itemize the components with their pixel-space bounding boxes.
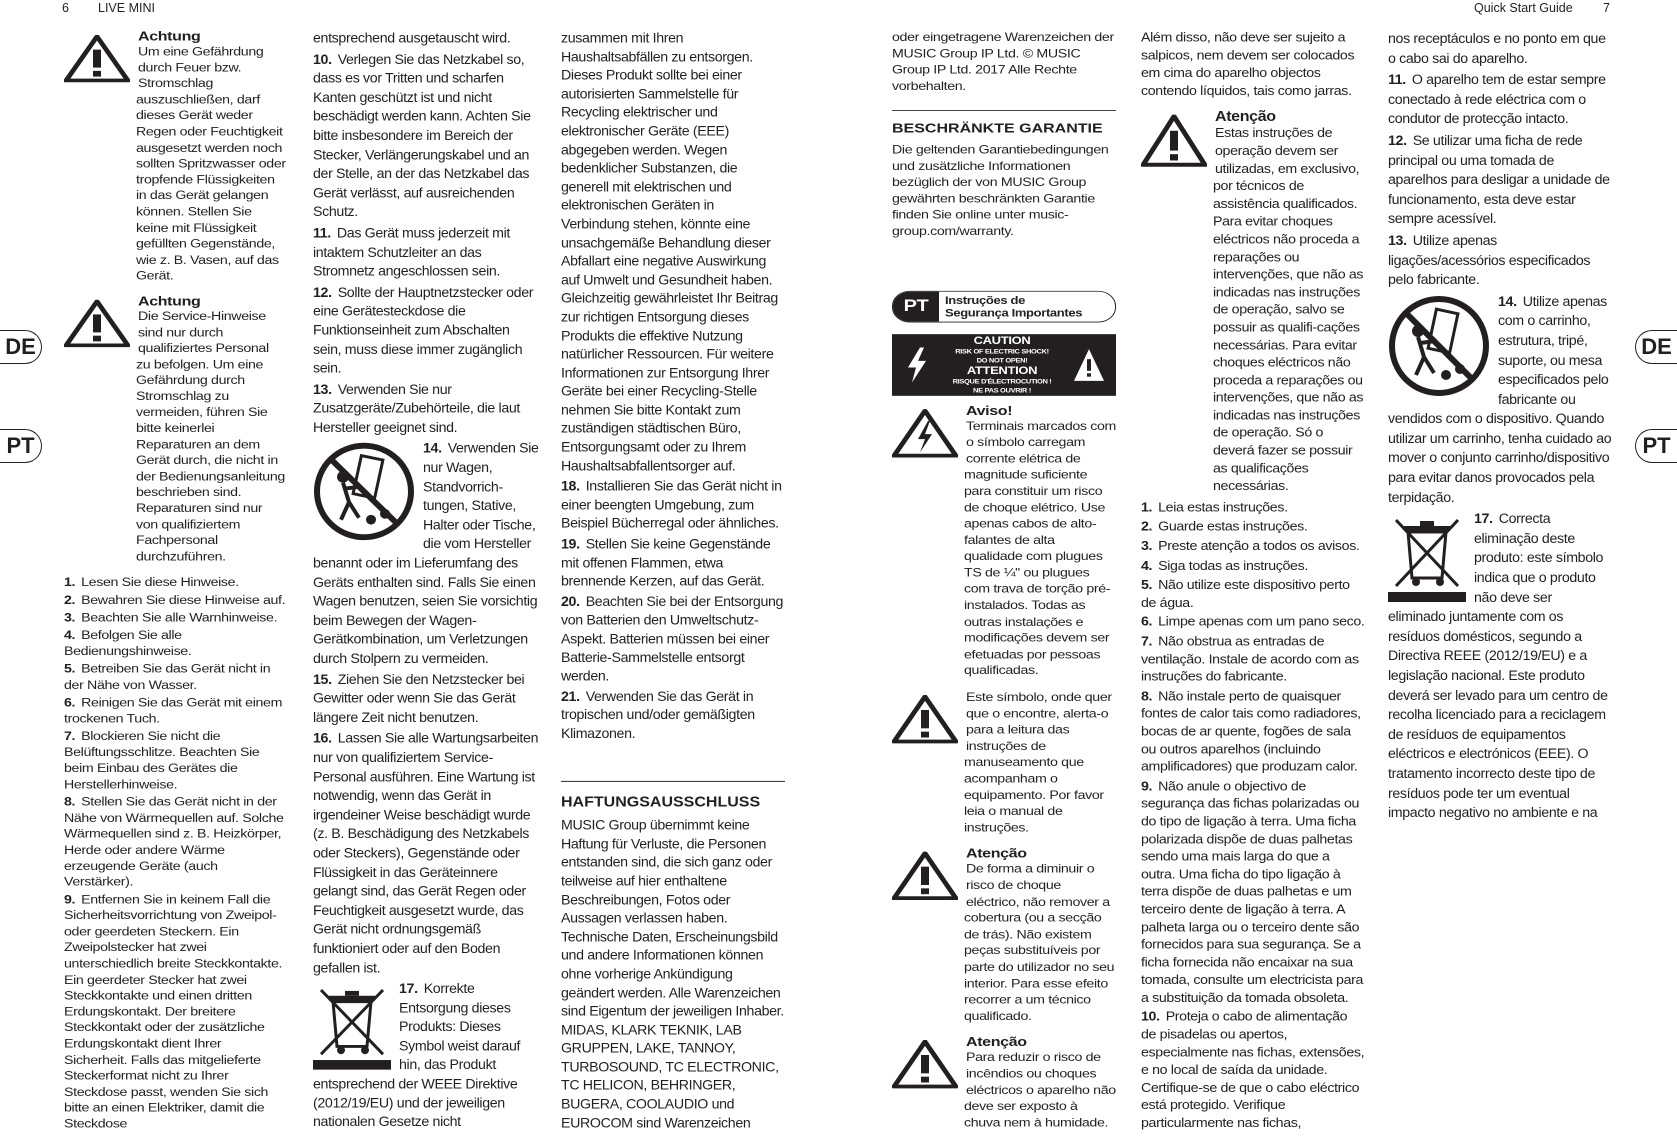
warranty-text: Die geltenden Garantiebedingungen und zusätzliche Informationen bezüglich der von MUSIC Group gewährten beschränkten Garantie finden Sie online unter music-group.com/warranty. <box>892 143 1109 239</box>
list-item-17: 17. Korrekte Entsorgung dieses Produkts: Dieses Symbol weist darauf hin, das Produkt entsprechend der WEEE Direktive (2012/19/EU) und der jeweiligen nationalen Gesetze nicht <box>313 981 521 1131</box>
language-tab-de-left: DE <box>0 330 42 364</box>
list-item: 3. Beachten Sie alle Warnhinweise. <box>64 611 278 625</box>
list-item: 12. Se utilizar uma ficha de rede principal ou uma tomada de aparelhos para desligar a unidade de funcionamento, esta deve estar sempre acessível. <box>1388 132 1610 228</box>
caution-label: CAUTION RISK OF ELECTRIC SHOCK! DO NOT OPEN! ATTENTION RISQUE D'ÉLECTROCUTION ! NE PAS OUVRIR ! <box>892 334 1116 396</box>
continued-text: entsprechend ausgetauscht wird. <box>313 30 511 47</box>
weee-bin-icon <box>313 982 391 1070</box>
section-divider <box>561 780 785 781</box>
warning-triangle-icon <box>892 695 958 743</box>
warning-triangle-icon <box>892 1040 958 1088</box>
warning-fire-shock <box>64 30 286 285</box>
list-item: 16. Lassen Sie alle Wartungsarbeiten nur von qualifiziertem Service-Personal ausführen. Eine Wartung ist notwendig, wenn das Gerät in irgendeiner Weise beschädigt wurde (z. B. Beschädigung des Netzkabels oder Steckers), Gegenstände oder Flüssigkeit in das Geräteinnere gelangt sind, das Gerät Regen oder Feuchtigkeit ausgesetzt wurde, das Gerät nicht ordnungsgemäß funktioniert oder auf den Boden gefallen ist. <box>313 731 539 976</box>
list-item-14: 14. Utilize apenas com o carrinho, estrutura, tripé, suporte, ou mesa especificados pelo fabricante ou vendidos com o dispositivo. Quando utilizar um carrinho, tenha cuidado ao mover o conjunto carrinho/dispositivo para evitar danos provocados pela terpidação. <box>1388 293 1612 506</box>
language-tab-pt-right: PT <box>1635 429 1677 463</box>
right-page-number: 7 <box>1603 1 1610 15</box>
list-item: 19. Stellen Sie keine Gegenstände mit offenen Flammen, etwa brennende Kerzen, auf das Gerät. <box>561 536 771 590</box>
list-item: 6. Reinigen Sie das Gerät mit einem trockenen Tuch. <box>64 696 283 726</box>
list-item: 4. Befolgen Sie alle Bedienungshinweise. <box>64 629 192 659</box>
list-item: 13. Verwenden Sie nur Zusatzgeräte/Zubehörteile, die laut Hersteller geeignet sind. <box>313 382 520 436</box>
list-item: 3. Preste atenção a todos os avisos. <box>1141 539 1360 554</box>
disclaimer-heading: HAFTUNGSAUSSCHLUSS <box>561 793 761 810</box>
pt-code: PT <box>893 291 939 321</box>
list-item: 11. O aparelho tem de estar sempre conectado à rede eléctrica com o condutor de protecção intacto. <box>1388 72 1606 128</box>
left-running-title: LIVE MINI <box>98 1 155 15</box>
language-tab-de-right: DE <box>1635 330 1677 364</box>
list-item: 7. Não obstrua as entradas de ventilação. Instale de acordo com as instruções do fabricante. <box>1141 634 1359 685</box>
warning-title: Achtung <box>138 30 201 44</box>
continued-text: zusammen mit Ihren Haushaltsabfällen zu entsorgen. Dieses Produkt sollte bei einer autorisierten Sammelstelle für Recycling elektrischer und elektronischer Geräte (EEE) abgegeben werden. Wegen bedenklicher Substanzen, die generell mit elektrischen und elektronischen Geräten in Verbindung stehen, könnte eine unsachgemäße Behandlung dieser Abfallart eine negative Auswirkung auf Umwelt und Gesundheit haben. Gleichzeitig gewährleistet Ihr Beitrag zur richtigen Entsorgung dieses Produkts die effektive Nutzung natürlicher Ressourcen. Für weitere Informationen zur Entsorgung Ihrer Geräte bei einer Recycling-Stelle nehmen Sie bitte Kontakt zum zuständigen städtischen Büro, Entsorgungsamt oder zu Ihrem Haushaltsabfallentsorger auf. <box>561 30 778 474</box>
exclamation-icon <box>1072 344 1106 386</box>
list-item: 2. Guarde estas instruções. <box>1141 519 1308 535</box>
continued-text: nos receptáculos e no ponto em que o cabo sai do aparelho. <box>1388 31 1606 67</box>
warning-electric: Aviso! Terminais marcados com o símbolo carregam corrente elétrica de magnitude suficiente para constituir um risco de choque elétrico. Use apenas cabos de alto-falantes de alta qualidade com plugues TS de ¼" ou plugues com trava de torção pré-instalados. Todas as outras instalações e modificações devem ser efetuadas por pessoas qualificadas. <box>892 404 1116 680</box>
left-page-number: 6 <box>62 1 69 15</box>
warning-service <box>64 295 286 566</box>
list-item: 7. Blockieren Sie nicht die Belüftungsschlitze. Beachten Sie beim Einbau des Gerätes die Herstellerhinweise. <box>64 730 260 792</box>
lightning-icon <box>902 344 932 386</box>
continued-text: oder eingetragene Warenzeichen der MUSIC Group IP Ltd. © MUSIC Group IP Ltd. 2017 Alle Rechte vorbehalten. <box>892 30 1114 94</box>
list-item: 9. Não anule o objectivo de segurança das fichas polarizadas ou do tipo de ligação à terra. Uma ficha polarizada dispõe de duas palhetas sendo uma mais larga do que a outra. Uma ficha do tipo ligação à terra dispõe de duas palhetas e um terceiro dente de ligação à terra. A palheta larga ou o terceiro dente são fornecidos para sua segurança. Se a ficha fornecida não encaixar na sua tomada, consulte um electricista para a substituição da tomada obsoleta. <box>1141 779 1364 1006</box>
warning-service-pt: Atenção Estas instruções de operação devem ser utilizadas, em exclusivo, por técnicos de assistência qualificados. Para evitar choques eléctricos não proceda a reparações ou intervenções, que não as indicadas nas instruções de operação, salvo se possuir as qualifi-cações necessárias. Para evitar choques eléctricos não proceda a reparações ou intervenções, que não as indicadas nas instruções de operação. Só o deverá fazer se possuir as qualificações necessárias. <box>1141 110 1365 496</box>
column-3 <box>561 30 785 1135</box>
warning-text: Um eine Gefährdung durch Feuer bzw. Stromschlag auszuschließen, darf dieses Gerät weder Regen oder Feuchtigkeit ausgesetzt werden noch sollten Spritzwasser oder tropfende Flüssigkeiten in das Gerät gelangen können. Stellen Sie keine mit Flüssigkeit gefüllten Gegenstände, wie z. B. Vasen, auf das Gerät. <box>136 45 286 283</box>
warning-triangle-icon <box>64 300 130 347</box>
warning-cover: Atenção De forma a diminuir o risco de choque eléctrico, não remover a cobertura (ou a secção de trás). Não existem peças substituíveis por parte do utilizador no seu interior. Para esse efeito recorrer a um técnico qualificado. <box>892 847 1116 1025</box>
cart-tipover-icon <box>1388 295 1490 397</box>
list-item: 2. Bewahren Sie diese Hinweise auf. <box>64 593 286 608</box>
list-item: 21. Verwenden Sie das Gerät in tropischen und/oder gemäßigten Klimazonen. <box>561 689 755 742</box>
language-tab-pt-left: PT <box>0 429 42 463</box>
column-6 <box>1388 30 1612 826</box>
pt-section-label: PT Instruções de Segurança Importantes <box>892 290 1116 322</box>
warning-text: Die Service-Hinweise sind nur durch qualifiziertes Personal zu befolgen. Um eine Gefährdung durch Stromschlag zu vermeiden, führen Sie bitte keinerlei Reparaturen an dem Gerät durch, die nicht in der Bedienungsanleitung beschrieben sind. Reparaturen sind nur von qualifiziertem Fachpersonal durchzuführen. <box>136 310 285 564</box>
list-item: 8. Não instale perto de quaisquer fontes de calor tais como radiadores, bocas de ar quente, fogões de sala ou outros aparelhos (incluindo amplificadores) que produzam calor. <box>1141 689 1361 775</box>
disclaimer-text: MUSIC Group übernimmt keine Haftung für Verluste, die Personen entstanden sind, die sich ganz oder teilweise auf hier enthaltene Beschreibungen, Fotos oder Aussagen verlassen haben. Technische Daten, Erscheinungsbild und andere Informationen können ohne vorherige Ankündigung geändert werden. Alle Warenzeichen sind Eigentum der jeweiligen Inhaber. MIDAS, KLARK TEKNIK, LAB GRUPPEN, LAKE, TANNOY, TURBOSOUND, TC ELECTRONIC, TC HELICON, BEHRINGER, BUGERA, COOLAUDIO und EUROCOM sind Warenzeichen <box>561 818 784 1131</box>
list-item-14: 14. Verwenden Sie nur Wagen, Standvorrich-tungen, Stative, Halter oder Tische, die vom Hersteller benannt oder im Lieferumfang des Geräts enthalten sind. Falls Sie einen Wagen benutzen, seien Sie vorsichtig beim Bewegen der Wagen-Gerätkombination, um Verletzungen durch Stolpern zu vermeiden. <box>313 441 539 667</box>
list-item: 9. Entfernen Sie in keinem Fall die Sicherheitsvorrichtung von Zweipol- oder geerdeten Steckern. Ein Zweipolstecker hat zwei unterschiedlich breite Steckkontakte. Ein geerdeter Stecker hat zwei Steckkontakte und einen dritten Erdungskontakt. Der breitere Steckkontakt oder der zusätzliche Erdungskontakt dient Ihrer Sicherheit. Falls das mitgelieferte Steckerformat nicht zu Ihrer Steckdose passt, wenden Sie sich bitte an einen Elektriker, damit die Steckdose <box>64 893 283 1131</box>
list-item-17: 17. Correcta eliminação deste produto: este símbolo indica que o produto não deve ser eliminado juntamente com os resíduos domésticos, segundo a Directiva REEE (2012/19/EU) e a legislação nacional. Este produto deverá ser levado para um centro de recolha licenciado para a reciclagem de resíduos de equipamentos eléctricos e electrónicos (EEE). O tratamento incorrecto deste tipo de resíduos pode ter um eventual impacto negativo no ambiente e na <box>1388 511 1608 822</box>
list-item: 5. Não utilize este dispositivo perto de água. <box>1141 578 1350 611</box>
list-item: 5. Betreiben Sie das Gerät nicht in der Nähe von Wasser. <box>64 662 271 692</box>
weee-bin-icon <box>1388 512 1466 602</box>
list-item: 11. Das Gerät muss jederzeit mit intaktem Schutzleiter an das Stromnetz angeschlossen sein. <box>313 225 511 280</box>
warranty-heading: BESCHRÄNKTE GARANTIE <box>892 121 1103 137</box>
continued-text: Além disso, não deve ser sujeito a salpicos, nem devem ser colocados em cima do aparelho objectos contendo líquidos, tais como jarras. <box>1141 30 1355 99</box>
list-item: 1. Lesen Sie diese Hinweise. <box>64 576 239 590</box>
list-item: 1. Leia estas instruções. <box>1141 500 1288 515</box>
list-item: 10. Proteja o cabo de alimentação de pisadelas ou apertos, especialmente nas fichas, extensões, e no local de saída da unidade. Certifique-se de que o cabo eléctrico está protegido. Verifique particularmente nas fichas, <box>1141 1010 1365 1131</box>
electric-shock-triangle-icon <box>892 409 958 457</box>
column-1 <box>64 30 286 1135</box>
warning-triangle-icon <box>892 852 958 900</box>
column-2 <box>313 30 539 1135</box>
list-item: 8. Stellen Sie das Gerät nicht in der Nähe von Wärmequellen auf. Solche Wärmequellen sind z. B. Heizkörper, Herde oder andere Wärme erzeugende Geräte (auch Verstärker). <box>64 795 284 890</box>
list-item: 13. Utilize apenas ligações/acessórios especificados pelo fabricante. <box>1388 232 1591 289</box>
list-item: 15. Ziehen Sie den Netzstecker bei Gewitter oder wenn Sie das Gerät längere Zeit nicht benutzen. <box>313 672 525 726</box>
list-item: 10. Verlegen Sie das Netzkabel so, dass es vor Tritten und scharfen Kanten geschützt ist und nicht beschädigt werden kann. Achten Sie bitte insbesondere im Bereich der Stecker, Verlängerungskabel und an der Stelle, an der das Netzkabel das Gerät verlässt, auf ausreichenden Schutz. <box>313 51 531 221</box>
right-running-title: Quick Start Guide <box>1474 1 1573 15</box>
list-item: 6. Limpe apenas com um pano seco. <box>1141 615 1365 630</box>
warning-title: Achtung <box>138 294 201 309</box>
warning-triangle-icon <box>64 35 130 82</box>
list-item: 4. Siga todas as instruções. <box>1141 558 1308 574</box>
warning-moisture: Atenção Para reduzir o risco de incêndios ou choques eléctricos o aparelho não deve ser exposto à chuva nem à humidade. <box>892 1035 1116 1132</box>
warning-triangle-icon <box>1141 115 1207 167</box>
section-divider <box>892 110 1116 111</box>
column-4 <box>892 30 1116 1135</box>
cart-tipover-icon <box>313 442 415 541</box>
list-item: 18. Installieren Sie das Gerät nicht in einer beengten Umgebung, zum Beispiel Bücherregal oder ähnliches. <box>561 479 782 532</box>
list-item: 12. Sollte der Hauptnetzstecker oder eine Gerätesteckdose die Funktionseinheit zum Abschalten sein, muss diese immer zugänglich sein. <box>313 284 534 377</box>
warning-read-manual: Este símbolo, onde quer que o encontre, alerta-o para a leitura das instruções de manuseamento que acompanham o equipamento. Por favor leia o manual de instruções. <box>892 690 1116 837</box>
column-5 <box>1141 30 1365 1135</box>
list-item: 20. Beachten Sie bei der Entsorgung von Batterien den Umweltschutz-Aspekt. Batterien müssen bei einer Batterie-Sammelstelle entsorgt werden. <box>561 594 784 685</box>
